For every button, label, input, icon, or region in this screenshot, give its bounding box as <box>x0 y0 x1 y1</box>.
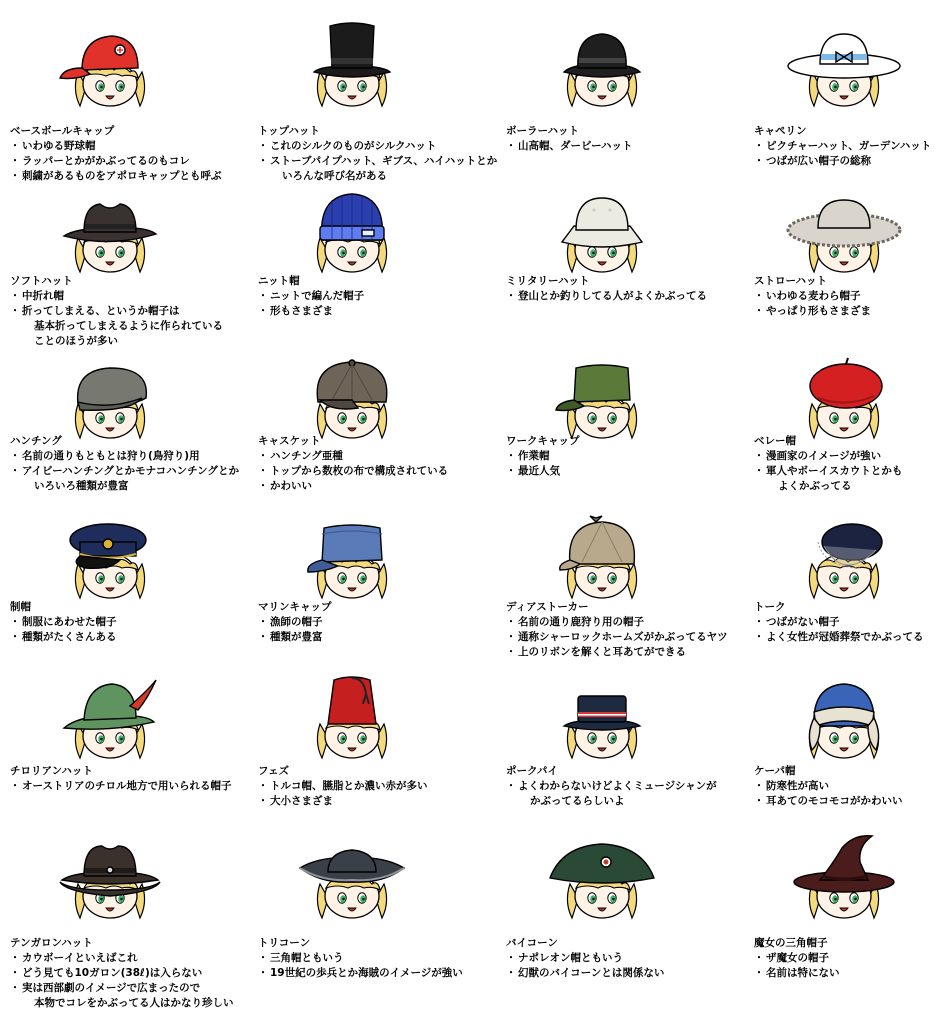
hat-description <box>258 936 463 981</box>
hat-description <box>10 274 223 349</box>
hat-note-continuation: よくかぶってる <box>778 480 852 492</box>
bicorne-icon <box>542 832 662 924</box>
hat-description <box>258 274 364 319</box>
hat-note-continuation: かぶってるらしいよ <box>530 795 625 807</box>
hat-note: ・ 名前の通り鹿狩り用の帽子 <box>506 615 728 630</box>
hat-name: トーク <box>754 601 786 613</box>
witch-hat-icon <box>784 832 904 924</box>
hat-note: ・ ザ魔女の帽子 <box>754 951 840 966</box>
hat-note: ・ よくわからないけどよくミュージシャンが <box>506 779 717 794</box>
straw-hat-icon <box>784 186 904 278</box>
hat-note: ・ 名前は特にない <box>754 966 840 981</box>
hat-note: ・ 中折れ帽 <box>10 289 223 304</box>
hat-note: ・ 刺繍があるものをアポロキャップとも呼ぶ <box>10 169 222 184</box>
hat-note: ・ 大小さまざま <box>258 794 428 809</box>
hat-description <box>506 124 633 154</box>
hat-note: ・ やっぱり形もさまざま <box>754 304 871 319</box>
hat-note: ・ トルコ帽、臙脂とか濃い赤が多い <box>258 779 428 794</box>
hat-description <box>754 764 903 809</box>
hat-note-continuation: ことのほうが多い <box>34 335 118 347</box>
hat-name: チロリアンハット <box>10 765 93 777</box>
hat-description <box>258 600 332 645</box>
hunting-cap-icon <box>50 352 170 444</box>
kepa-hat-icon <box>784 672 904 764</box>
tricorne-icon <box>292 832 412 924</box>
hat-name: マリンキャップ <box>258 601 332 613</box>
hat-note: ・ 通称シャーロックホームズがかぶってるヤツ <box>506 630 728 645</box>
hat-description <box>754 936 840 981</box>
hat-description <box>10 434 239 494</box>
baseball-cap-icon <box>50 20 170 112</box>
hat-note: ・ 折ってしまえる、というか帽子は <box>10 304 223 319</box>
hat-note: ・ ハンチング亜種 <box>258 449 448 464</box>
deerstalker-icon <box>542 512 662 604</box>
uniform-cap-icon <box>50 512 170 604</box>
hat-name: バイコーン <box>506 937 558 949</box>
hat-note: ・ 漁師の帽子 <box>258 615 332 630</box>
fez-icon <box>292 672 412 764</box>
casquette-icon <box>292 352 412 444</box>
work-cap-icon <box>542 352 662 444</box>
hat-description <box>754 124 931 169</box>
hat-name: トリコーン <box>258 937 311 949</box>
hat-description <box>10 600 117 645</box>
hat-note-continuation: 本物でコレをかぶってる人はかなり珍しい <box>34 997 234 1009</box>
hat-name: トップハット <box>258 125 320 137</box>
hat-note: ・ 漫画家のイメージが強い <box>754 449 902 464</box>
hat-name: ボーラーハット <box>506 125 579 137</box>
hat-note: ・ カウボーイといえばこれ <box>10 951 234 966</box>
hat-note: ・ ストーブパイプハット、ギブス、ハイハットとか <box>258 154 497 169</box>
hat-note: ・ よく女性が冠婚葬祭でかぶってる <box>754 630 924 645</box>
hat-note-continuation: 基本折ってしまえるように作られている <box>34 320 223 332</box>
hat-note: ・ ピクチャーハット、ガーデンハット <box>754 139 931 154</box>
hat-name: ケーパ帽 <box>754 765 796 777</box>
hat-name: キャペリン <box>754 125 807 137</box>
hat-name: ディアストーカー <box>506 601 589 613</box>
hat-description <box>506 274 707 304</box>
hat-description <box>506 434 580 479</box>
hat-name: テンガロンハット <box>10 937 93 949</box>
hat-note: ・ 作業帽 <box>506 449 580 464</box>
hat-note: ・ ナポレオン帽ともいう <box>506 951 664 966</box>
hat-description <box>10 124 222 184</box>
hat-note: ・ 耳あてのモコモコがかわいい <box>754 794 903 809</box>
hat-note: ・ 防寒性が高い <box>754 779 903 794</box>
hat-note: ・ トップから数枚の布で構成されている <box>258 464 448 479</box>
beret-icon <box>784 352 904 444</box>
top-hat-icon <box>292 20 412 112</box>
hat-note: ・ かわいい <box>258 479 448 494</box>
hat-name: 制帽 <box>10 601 31 613</box>
porkpie-hat-icon <box>542 672 662 764</box>
hat-note: ・ 19世紀の歩兵とか海賊のイメージが強い <box>258 966 463 981</box>
hat-note-continuation: いろいろ種類が豊富 <box>34 480 129 492</box>
hat-description <box>754 600 924 645</box>
hat-note: ・ いわゆる野球帽 <box>10 139 222 154</box>
hat-description <box>506 600 728 660</box>
hat-note: ・ 登山とか釣りしてる人がよくかぶってる <box>506 289 707 304</box>
hat-description <box>506 936 664 981</box>
hat-name: ワークキャップ <box>506 435 580 447</box>
hat-note-continuation: いろんな呼び名がある <box>282 170 387 182</box>
hat-description <box>258 764 428 809</box>
hat-name: キャスケット <box>258 435 321 447</box>
hat-note: ・ 種類が豊富 <box>258 630 332 645</box>
hat-name: ポークパイ <box>506 765 558 777</box>
hat-description <box>10 936 234 1011</box>
hat-name: ストローハット <box>754 275 827 287</box>
hat-note: ・ 最近人気 <box>506 464 580 479</box>
hat-note: ・ 軍人やボーイスカウトとかも <box>754 464 902 479</box>
hat-note: ・ アイビーハンチングとかモナコハンチングとか <box>10 464 239 479</box>
hat-name: ソフトハット <box>10 275 73 287</box>
hat-note: ・ オーストリアのチロル地方で用いられる帽子 <box>10 779 231 794</box>
hat-description <box>258 124 497 184</box>
hat-note: ・ 三角帽ともいう <box>258 951 463 966</box>
hat-description <box>754 274 871 319</box>
hat-note: ・ 名前の通りもともとは狩り(鳥狩り)用 <box>10 449 239 464</box>
hat-description <box>506 764 717 809</box>
hat-description <box>10 764 231 794</box>
hat-note: ・ これのシルクのものがシルクハット <box>258 139 497 154</box>
soft-hat-icon <box>50 186 170 278</box>
knit-cap-icon <box>292 186 412 278</box>
hat-note: ・ ラッパーとかがかぶってるのもコレ <box>10 154 222 169</box>
marine-cap-icon <box>292 512 412 604</box>
hat-note: ・ 制服にあわせた帽子 <box>10 615 117 630</box>
hat-note: ・ 形もさまざま <box>258 304 364 319</box>
hat-name: ベースボールキャップ <box>10 125 115 137</box>
hat-note: ・ いわゆる麦わら帽子 <box>754 289 871 304</box>
hat-note: ・ 幻獣のバイコーンとは関係ない <box>506 966 664 981</box>
hat-description <box>258 434 448 494</box>
hat-name: ミリタリーハット <box>506 275 590 287</box>
hat-note: ・ どう見ても10ガロン(38ℓ)は入らない <box>10 966 234 981</box>
ten-gallon-hat-icon <box>50 832 170 924</box>
hat-name: ハンチング <box>10 435 62 447</box>
hat-name: 魔女の三角帽子 <box>754 937 828 949</box>
tyrolean-hat-icon <box>50 672 170 764</box>
toque-icon <box>784 512 904 604</box>
hat-note: ・ つばがない帽子 <box>754 615 924 630</box>
bowler-hat-icon <box>542 20 662 112</box>
hat-name: ベレー帽 <box>754 435 796 447</box>
military-hat-icon <box>542 186 662 278</box>
hat-description <box>754 434 902 494</box>
hat-note: ・ 山高帽、ダービーハット <box>506 139 633 154</box>
hat-note: ・ ニットで編んだ帽子 <box>258 289 364 304</box>
hat-note: ・ つばが広い帽子の総称 <box>754 154 931 169</box>
capeline-hat-icon <box>784 20 904 112</box>
hat-note: ・ 上のリボンを解くと耳あてができる <box>506 645 728 660</box>
hat-note: ・ 実は西部劇のイメージで広まったので <box>10 981 234 996</box>
hat-name: フェズ <box>258 765 289 777</box>
hat-name: ニット帽 <box>258 275 300 287</box>
hat-note: ・ 種類がたくさんある <box>10 630 117 645</box>
